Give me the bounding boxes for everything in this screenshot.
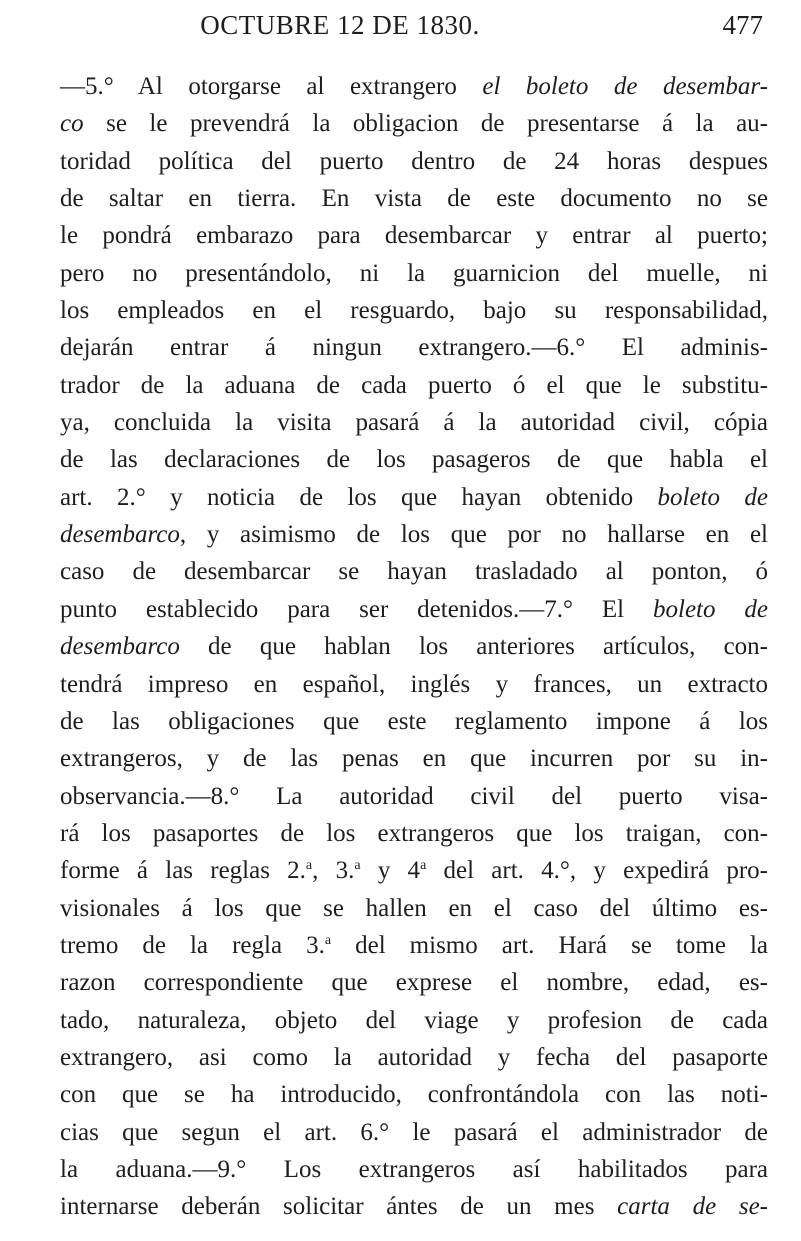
italic-text: carta de se- [617, 1193, 768, 1221]
text-line: punto establecido para ser detenidos.—7.° El boleto de [60, 595, 769, 623]
text-line: tremo de la regla 3.$^a$ del mismo art. Hará se tome la [60, 931, 769, 959]
text-line: de las obligaciones que este reglamento impone á los [60, 707, 768, 735]
text-line: desembarco, y asimismo de los que por no hallarse en el [60, 521, 768, 549]
italic-text: desembarco [60, 633, 180, 661]
running-header [60, 6, 801, 56]
italic-text: boleto de [657, 483, 768, 511]
superscript: a [354, 858, 361, 874]
italic-text: el boleto de desembar- [482, 73, 768, 100]
italic-text: desembarco [60, 521, 180, 549]
text-line: —5.° Al otorgarse al extrangero el boleto de desembar- [60, 73, 768, 100]
running-title: OCTUBRE 12 DE 1830. [200, 10, 480, 40]
text-line: con que se ha introducido, confrontándola con las noti- [60, 1081, 768, 1109]
text-line: trador de la aduana de cada puerto ó el que le substitu- [60, 371, 768, 399]
text-line: rá los pasaportes de los extrangeros que los traigan, con- [60, 819, 768, 847]
text-line: observancia.—8.° La autoridad civil del puerto visa- [60, 782, 768, 810]
text-line: internarse deberán solicitar ántes de un mes carta de se- [60, 1193, 768, 1221]
superscript: a [324, 932, 332, 948]
text-line: toridad política del puerto dentro de 24 horas despues [60, 147, 768, 175]
page-number: 477 [722, 10, 763, 40]
superscript: a [420, 858, 427, 874]
superscript: a [305, 858, 313, 874]
text-line: le pondrá embarazo para desembarcar y entrar al puerto; [60, 222, 768, 250]
text-line: tendrá impreso en español, inglés y frances, un extracto [60, 670, 768, 698]
text-line: caso de desembarcar se hayan trasladado al ponton, ó [60, 558, 768, 586]
text-line: visionales á los que se hallen en el caso del último es- [60, 894, 768, 922]
text-line: dejarán entrar á ningun extrangero.—6.° El adminis- [60, 334, 768, 362]
text-line: ya, concluida la visita pasará á la autoridad civil, cópia [60, 409, 768, 437]
text-line: tado, naturaleza, objeto del viage y profesion de cada [60, 1006, 768, 1034]
text-line: extrangeros, y de las penas en que incurren por su in- [60, 745, 768, 773]
text-line: razon correspondiente que exprese el nombre, edad, es- [60, 969, 768, 997]
text-line: forme á las reglas 2.$^a$, 3.$^a$ y 4$^a$ del art. 4.°, y expedirá pro- [60, 857, 769, 885]
text-line: co se le prevendrá la obligacion de presentarse á la au- [60, 110, 768, 138]
text-line: de saltar en tierra. En vista de este documento no se [60, 185, 768, 213]
text-line: art. 2.° y noticia de los que hayan obtenido boleto de [60, 483, 768, 511]
text-line: cias que segun el art. 6.° le pasará el administrador de [60, 1118, 768, 1146]
italic-text: co [60, 110, 84, 138]
text-line: desembarco de que hablan los anteriores artículos, con- [60, 633, 768, 661]
text-line: la aduana.—9.° Los extrangeros así habilitados para [60, 1155, 768, 1183]
text-line: pero no presentándolo, ni la guarnicion del muelle, ni [60, 259, 768, 287]
text-line: extrangero, asi como la autoridad y fecha del pasaporte [60, 1043, 768, 1071]
body-text [60, 68, 768, 1226]
italic-text: boleto de [653, 595, 769, 623]
text-line: los empleados en el resguardo, bajo su responsabilidad, [60, 297, 768, 325]
text-line: de las declaraciones de los pasageros de que habla el [60, 446, 768, 474]
